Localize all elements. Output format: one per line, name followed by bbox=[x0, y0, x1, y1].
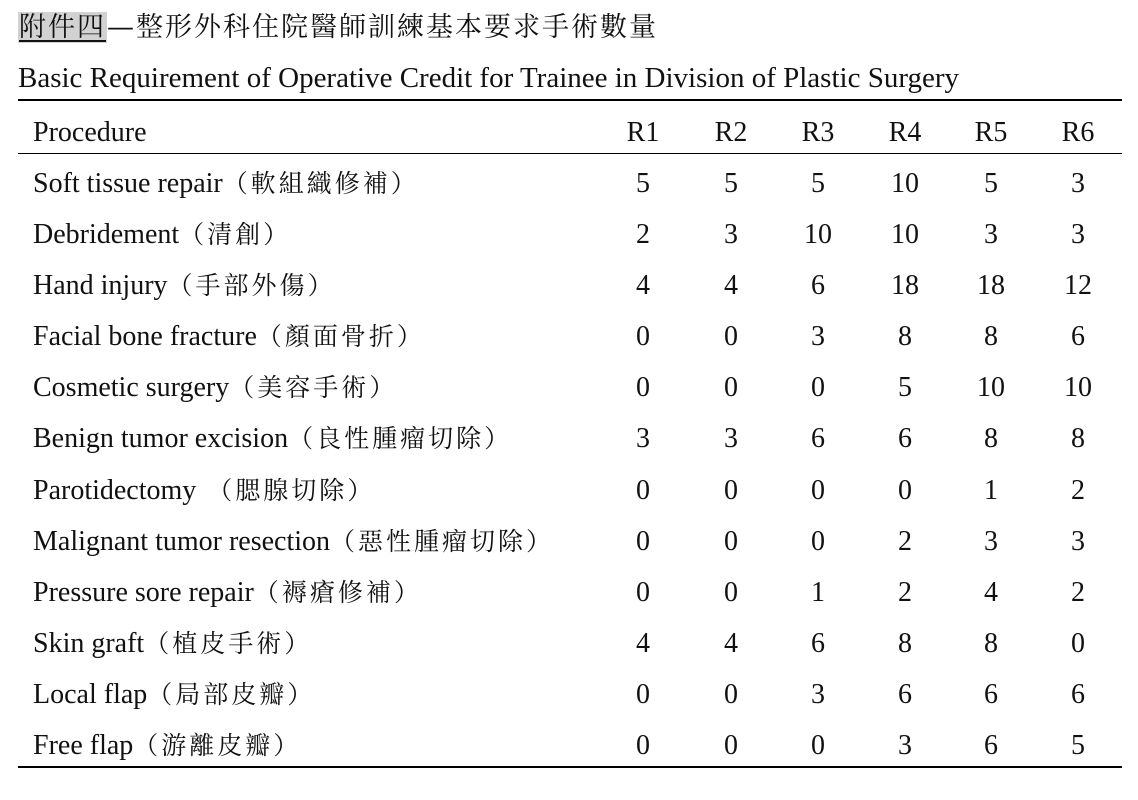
requirement-r2: 0 bbox=[724, 526, 738, 557]
procedure-name bbox=[33, 720, 301, 771]
requirement-r3: 6 bbox=[811, 628, 825, 659]
requirement-r6: 8 bbox=[1071, 423, 1085, 454]
procedure-name bbox=[33, 311, 425, 362]
requirement-r5: 3 bbox=[984, 219, 998, 250]
requirement-r1: 5 bbox=[636, 168, 650, 199]
procedure-name-zh: （局部皮瓣） bbox=[147, 680, 316, 709]
requirement-r2: 0 bbox=[724, 321, 738, 352]
procedure-name-en: Pressure sore repair bbox=[33, 577, 254, 608]
requirement-r1: 0 bbox=[636, 577, 650, 608]
requirement-r6: 3 bbox=[1071, 168, 1085, 199]
requirement-r1: 4 bbox=[636, 628, 650, 659]
requirement-r4: 8 bbox=[898, 321, 912, 352]
requirement-r6: 0 bbox=[1071, 628, 1085, 659]
title-en: Basic Requirement of Operative Credit for Trainee in Division of Plastic Surgery bbox=[18, 62, 959, 94]
requirement-r3: 0 bbox=[811, 475, 825, 506]
table-row bbox=[0, 669, 1138, 720]
requirement-r2: 0 bbox=[724, 372, 738, 403]
table-bottom-rule bbox=[18, 766, 1122, 768]
requirement-r1: 0 bbox=[636, 730, 650, 761]
procedure-name-zh: （良性腫瘤切除） bbox=[288, 424, 513, 453]
requirement-r1: 0 bbox=[636, 526, 650, 557]
requirement-r2: 5 bbox=[724, 168, 738, 199]
procedure-name-en: Skin graft bbox=[33, 628, 145, 659]
procedure-name-en: Free flap bbox=[33, 730, 134, 761]
table-row bbox=[0, 362, 1138, 413]
procedure-name-zh: （褥瘡修補） bbox=[253, 578, 422, 607]
requirement-r4: 10 bbox=[891, 219, 919, 250]
procedure-name-zh: （植皮手術） bbox=[144, 629, 313, 658]
procedure-name-zh: （美容手術） bbox=[229, 373, 398, 402]
requirement-r4: 0 bbox=[898, 475, 912, 506]
table-row bbox=[0, 465, 1138, 516]
requirement-r4: 8 bbox=[898, 628, 912, 659]
table-row bbox=[0, 209, 1138, 260]
procedure-name-en: Malignant tumor resection bbox=[33, 526, 331, 557]
table-row bbox=[0, 260, 1138, 311]
procedure-name bbox=[33, 669, 315, 720]
procedure-name bbox=[33, 413, 512, 464]
procedure-name bbox=[33, 516, 554, 567]
table-row bbox=[0, 158, 1138, 209]
requirement-r1: 3 bbox=[636, 423, 650, 454]
procedure-name bbox=[33, 158, 419, 209]
requirement-r3: 10 bbox=[804, 219, 832, 250]
requirement-r6: 6 bbox=[1071, 321, 1085, 352]
procedure-name-en: Facial bone fracture bbox=[33, 321, 257, 352]
table-row bbox=[0, 516, 1138, 567]
requirement-r3: 5 bbox=[811, 168, 825, 199]
column-header-procedure: Procedure bbox=[33, 117, 147, 148]
procedure-name-en: Local flap bbox=[33, 679, 148, 710]
column-header-r4: R4 bbox=[888, 117, 922, 148]
requirement-r3: 3 bbox=[811, 321, 825, 352]
requirement-r4: 2 bbox=[898, 526, 912, 557]
table-row bbox=[0, 311, 1138, 362]
annex-label: 附件四 bbox=[19, 12, 106, 43]
requirement-r1: 0 bbox=[636, 321, 650, 352]
table-header-row bbox=[0, 107, 1138, 158]
requirement-r4: 18 bbox=[891, 270, 919, 301]
document-heading bbox=[18, 8, 658, 48]
requirement-r5: 6 bbox=[984, 730, 998, 761]
requirement-r1: 0 bbox=[636, 679, 650, 710]
requirement-r5: 8 bbox=[984, 628, 998, 659]
requirement-r1: 4 bbox=[636, 270, 650, 301]
requirement-r2: 0 bbox=[724, 475, 738, 506]
requirement-r3: 0 bbox=[811, 372, 825, 403]
table-row bbox=[0, 413, 1138, 464]
procedure-name-zh: （游離皮瓣） bbox=[133, 731, 302, 760]
procedure-name-en: Cosmetic surgery bbox=[33, 372, 230, 403]
requirement-r3: 6 bbox=[811, 270, 825, 301]
requirement-r6: 2 bbox=[1071, 475, 1085, 506]
procedure-name bbox=[33, 260, 336, 311]
requirement-r5: 3 bbox=[984, 526, 998, 557]
requirement-r4: 10 bbox=[891, 168, 919, 199]
title-zh: —整形外科住院醫師訓練基本要求手術數量 bbox=[107, 12, 658, 43]
procedure-name-en: Hand injury bbox=[33, 270, 168, 301]
requirement-r5: 5 bbox=[984, 168, 998, 199]
requirement-r2: 3 bbox=[724, 423, 738, 454]
requirement-r5: 10 bbox=[977, 372, 1005, 403]
requirement-r3: 3 bbox=[811, 679, 825, 710]
requirement-r3: 6 bbox=[811, 423, 825, 454]
requirement-r5: 8 bbox=[984, 321, 998, 352]
column-header-r2: R2 bbox=[714, 117, 748, 148]
procedure-name-zh: （軟組織修補） bbox=[222, 169, 419, 198]
table-header-rule bbox=[18, 153, 1122, 154]
procedure-name-en: Soft tissue repair bbox=[33, 168, 223, 199]
requirement-r6: 6 bbox=[1071, 679, 1085, 710]
requirement-r4: 2 bbox=[898, 577, 912, 608]
procedure-name bbox=[33, 618, 312, 669]
procedure-name bbox=[33, 465, 375, 516]
procedure-name-zh: （清創） bbox=[179, 220, 292, 249]
requirement-r5: 18 bbox=[977, 270, 1005, 301]
requirement-r4: 6 bbox=[898, 423, 912, 454]
requirement-r1: 0 bbox=[636, 372, 650, 403]
procedure-name-zh: （惡性腫瘤切除） bbox=[330, 527, 555, 556]
procedure-name-zh: （手部外傷） bbox=[167, 271, 336, 300]
procedure-name bbox=[33, 209, 291, 260]
requirement-r6: 2 bbox=[1071, 577, 1085, 608]
table-row bbox=[0, 567, 1138, 618]
procedure-name-zh: （腮腺切除） bbox=[196, 476, 376, 505]
column-header-r6: R6 bbox=[1061, 117, 1095, 148]
procedure-name-en: Parotidectomy bbox=[33, 475, 197, 506]
column-header-r5: R5 bbox=[974, 117, 1008, 148]
requirement-r4: 5 bbox=[898, 372, 912, 403]
requirement-r2: 0 bbox=[724, 577, 738, 608]
requirement-r5: 6 bbox=[984, 679, 998, 710]
requirement-r5: 8 bbox=[984, 423, 998, 454]
requirement-r1: 2 bbox=[636, 219, 650, 250]
requirement-r3: 0 bbox=[811, 526, 825, 557]
requirement-r5: 4 bbox=[984, 577, 998, 608]
requirement-r6: 3 bbox=[1071, 219, 1085, 250]
procedure-name-zh: （顏面骨折） bbox=[256, 322, 425, 351]
requirement-r6: 3 bbox=[1071, 526, 1085, 557]
requirement-r4: 3 bbox=[898, 730, 912, 761]
requirement-r2: 3 bbox=[724, 219, 738, 250]
requirement-r2: 0 bbox=[724, 679, 738, 710]
column-header-r1: R1 bbox=[626, 117, 660, 148]
requirement-r1: 0 bbox=[636, 475, 650, 506]
requirement-r6: 12 bbox=[1064, 270, 1092, 301]
requirement-r6: 5 bbox=[1071, 730, 1085, 761]
requirement-r3: 1 bbox=[811, 577, 825, 608]
requirement-r5: 1 bbox=[984, 475, 998, 506]
requirement-r3: 0 bbox=[811, 730, 825, 761]
column-header-r3: R3 bbox=[801, 117, 835, 148]
table-top-rule bbox=[18, 99, 1122, 101]
requirement-r2: 0 bbox=[724, 730, 738, 761]
procedure-name bbox=[33, 567, 422, 618]
procedure-name bbox=[33, 362, 397, 413]
requirement-r2: 4 bbox=[724, 628, 738, 659]
requirement-r4: 6 bbox=[898, 679, 912, 710]
procedure-name-en: Benign tumor excision bbox=[33, 423, 289, 454]
table-row bbox=[0, 618, 1138, 669]
procedure-name-en: Debridement bbox=[33, 219, 180, 250]
table-row bbox=[0, 720, 1138, 771]
requirement-r2: 4 bbox=[724, 270, 738, 301]
requirement-r6: 10 bbox=[1064, 372, 1092, 403]
